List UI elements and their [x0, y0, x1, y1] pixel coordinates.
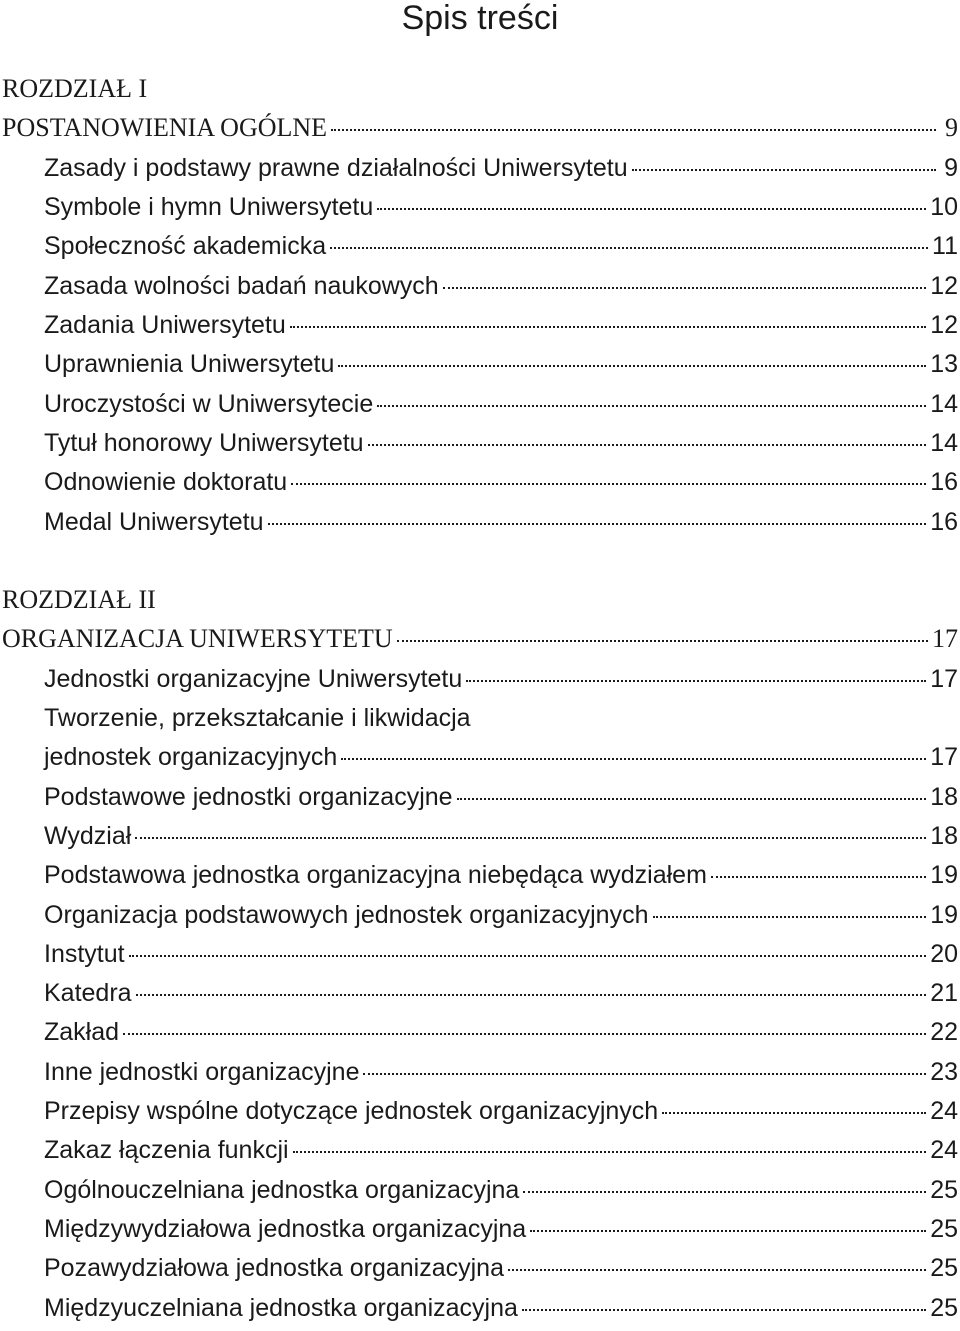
toc-entry[interactable]	[44, 1017, 958, 1047]
toc-entry[interactable]	[44, 310, 958, 340]
dot-leader	[293, 1151, 927, 1153]
dot-leader	[136, 994, 927, 996]
dot-leader	[331, 129, 936, 131]
page-number: 24	[930, 1097, 958, 1125]
page-number: 22	[930, 1018, 958, 1046]
dot-leader	[711, 876, 926, 878]
dot-leader	[290, 326, 926, 328]
toc-entry[interactable]	[44, 782, 958, 812]
dot-leader	[341, 758, 926, 760]
dot-leader	[653, 916, 927, 918]
entry-label: Zakład	[44, 1018, 120, 1046]
toc-entry[interactable]	[44, 1057, 958, 1087]
page-number: 24	[930, 1136, 958, 1164]
page-number: 25	[930, 1176, 958, 1204]
page-number: 18	[930, 822, 958, 850]
dot-leader	[377, 208, 926, 210]
toc-entry[interactable]	[44, 428, 958, 458]
page-number: 21	[930, 979, 958, 1007]
page-number: 16	[930, 468, 958, 496]
page-number: 11	[932, 232, 958, 260]
dot-leader	[135, 837, 926, 839]
page-number: 25	[930, 1215, 958, 1243]
dot-leader	[291, 483, 926, 485]
toc-entry[interactable]	[44, 467, 958, 497]
dot-leader	[368, 444, 927, 446]
dot-leader	[377, 405, 926, 407]
page-number: 23	[930, 1058, 958, 1086]
entry-label: Międzywydziałowa jednostka organizacyjna	[44, 1215, 527, 1243]
dot-leader	[363, 1073, 926, 1075]
entry-label: Społeczność akademicka	[44, 232, 327, 260]
toc-entry[interactable]	[44, 192, 958, 222]
toc-entry[interactable]	[44, 939, 958, 969]
page-number: 17	[930, 665, 958, 693]
dot-leader	[522, 1309, 926, 1311]
page-number: 19	[930, 861, 958, 889]
entry-label: Uroczystości w Uniwersytecie	[44, 390, 374, 418]
toc-entry[interactable]	[44, 1175, 958, 1205]
page-number: 12	[930, 311, 958, 339]
page-number: 10	[930, 193, 958, 221]
toc-entry[interactable]	[44, 860, 958, 890]
page-number: 14	[930, 429, 958, 457]
chapter-title-entry[interactable]	[2, 113, 958, 143]
toc-entry[interactable]	[44, 821, 958, 851]
toc-entry[interactable]	[44, 664, 958, 694]
entry-label: ORGANIZACJA UNIWERSYTETU	[2, 624, 393, 653]
page-number: 18	[930, 783, 958, 811]
toc-entry[interactable]	[44, 1214, 958, 1244]
entry-label: Zasada wolności badań naukowych	[44, 272, 439, 300]
entry-label[interactable]: Tworzenie, przekształcanie i likwidacja	[44, 704, 471, 732]
dot-leader	[397, 640, 928, 642]
entry-label: Przepisy wspólne dotyczące jednostek organizacyjnych	[44, 1097, 659, 1125]
entry-label: Tytuł honorowy Uniwersytetu	[44, 429, 364, 457]
entry-label: POSTANOWIENIA OGÓLNE	[2, 113, 328, 142]
toc-entry[interactable]	[44, 271, 958, 301]
entry-label: Symbole i hymn Uniwersytetu	[44, 193, 374, 221]
page-number: 19	[930, 901, 958, 929]
toc-entry[interactable]	[44, 742, 958, 772]
page-number: 14	[930, 390, 958, 418]
dot-leader	[508, 1269, 926, 1271]
page-number: 20	[930, 940, 958, 968]
page-number: 9	[944, 154, 958, 182]
page-number: 13	[930, 350, 958, 378]
entry-label: Organizacja podstawowych jednostek organizacyjnych	[44, 901, 649, 929]
toc-entry[interactable]	[44, 153, 958, 183]
page-number: 17	[930, 743, 958, 771]
toc-entry[interactable]	[44, 1135, 958, 1165]
dot-leader	[457, 798, 927, 800]
entry-label: Zadania Uniwersytetu	[44, 311, 286, 339]
toc-entry[interactable]	[44, 900, 958, 930]
entry-label: Medal Uniwersytetu	[44, 508, 264, 536]
entry-label: Instytut	[44, 940, 125, 968]
chapter-heading: ROZDZIAŁ I	[2, 74, 148, 103]
entry-label: Ogólnouczelniana jednostka organizacyjna	[44, 1176, 520, 1204]
chapter-title-entry[interactable]	[2, 624, 958, 654]
chapter-heading: ROZDZIAŁ II	[2, 585, 156, 614]
dot-leader	[123, 1033, 926, 1035]
toc-entry[interactable]	[44, 349, 958, 379]
entry-label: Jednostki organizacyjne Uniwersytetu	[44, 665, 463, 693]
toc-entry[interactable]	[44, 1253, 958, 1283]
entry-label: Uprawnienia Uniwersytetu	[44, 350, 335, 378]
page-number: 12	[930, 272, 958, 300]
toc-entry[interactable]	[44, 507, 958, 537]
entry-label: Odnowienie doktoratu	[44, 468, 288, 496]
toc-entry[interactable]	[44, 389, 958, 419]
entry-label: Inne jednostki organizacyjne	[44, 1058, 360, 1086]
entry-label: Wydział	[44, 822, 132, 850]
page-title: Spis treści	[401, 0, 559, 37]
page-number: 9	[945, 113, 958, 142]
toc-entry[interactable]	[44, 978, 958, 1008]
dot-leader	[523, 1191, 926, 1193]
page-number: 17	[932, 624, 958, 653]
dot-leader	[330, 247, 928, 249]
dot-leader	[530, 1230, 926, 1232]
entry-label: Katedra	[44, 979, 132, 1007]
toc-entry[interactable]	[44, 231, 958, 261]
dot-leader	[466, 680, 926, 682]
dot-leader	[129, 955, 927, 957]
entry-label: Zasady i podstawy prawne działalności Uniwersytetu	[44, 154, 628, 182]
entry-label: Pozawydziałowa jednostka organizacyjna	[44, 1254, 504, 1282]
dot-leader	[268, 523, 927, 525]
page-number: 25	[930, 1294, 958, 1322]
dot-leader	[632, 169, 936, 171]
toc-entry[interactable]	[44, 1096, 958, 1126]
dot-leader	[443, 287, 926, 289]
entry-label-continued: jednostek organizacyjnych	[44, 743, 338, 771]
dot-leader	[338, 365, 926, 367]
toc-entry[interactable]	[44, 1293, 958, 1323]
entry-label: Podstawowa jednostka organizacyjna niebędąca wydziałem	[44, 861, 707, 889]
entry-label: Międzyuczelniana jednostka organizacyjna	[44, 1294, 518, 1322]
entry-label: Podstawowe jednostki organizacyjne	[44, 783, 453, 811]
entry-label: Zakaz łączenia funkcji	[44, 1136, 289, 1164]
dot-leader	[662, 1112, 926, 1114]
page-number: 25	[930, 1254, 958, 1282]
page-number: 16	[930, 508, 958, 536]
